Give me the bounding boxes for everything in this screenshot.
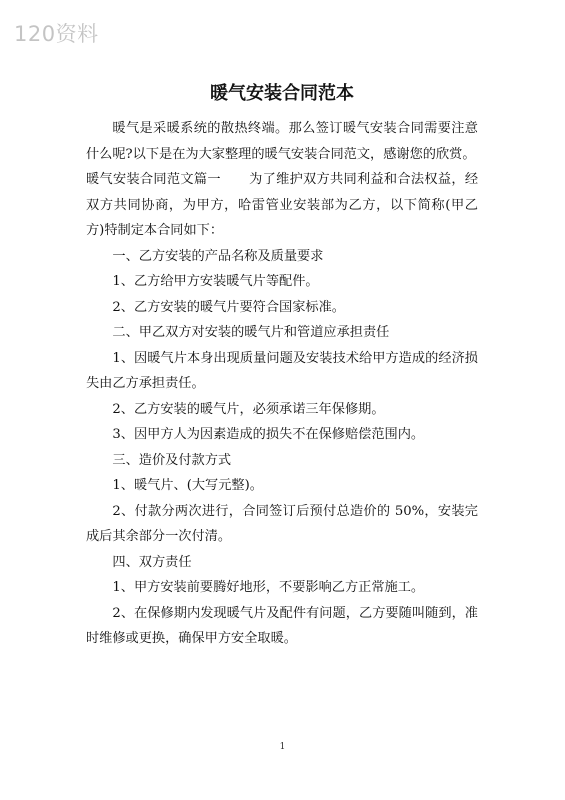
document-page — [86, 78, 478, 652]
page-number: 1 — [279, 742, 286, 752]
sample-paragraph — [86, 167, 478, 244]
section-item: 1、暖气片、(大写元整)。 — [112, 478, 263, 493]
section-item: 1、甲方安装前要腾好地形，不要影响乙方正常施工。 — [112, 580, 425, 595]
section-item: 2、乙方安装的暖气片，必须承诺三年保修期。 — [112, 401, 385, 417]
section-item: 2、乙方安装的暖气片要符合国家标准。 — [112, 299, 345, 315]
document-title: 暖气安装合同范本 — [210, 83, 354, 104]
section-item: 3、因甲方人为因素造成的损失不在保修赔偿范围内。 — [112, 427, 425, 442]
section-item: 2、付款分两次进行，合同签订后预付总造价的 50%，安装完成后其余部分一次付清。 — [86, 503, 478, 544]
sample-text: 为了维护双方共同利益和合法权益，经双方共同协商，为甲方，哈雷管业安装部为乙方，以下简称(甲乙方)特制定本合同如下： — [86, 172, 479, 238]
section-heading: 三、造价及付款方式 — [112, 452, 232, 468]
sample-label: 暖气安装合同范文篇一 — [86, 172, 221, 187]
intro-paragraph: 暖气是采暖系统的散热终端。那么签订暖气安装合同需要注意什么呢?以下是在为大家整理的暖气安装合同范文，感谢您的欣赏。 — [86, 121, 478, 162]
section-heading: 四、双方责任 — [112, 554, 192, 570]
section-heading: 一、乙方安装的产品名称及质量要求 — [112, 248, 324, 264]
section-item: 1、因暖气片本身出现质量问题及安装技术给甲方造成的经济损失由乙方承担责任。 — [86, 350, 478, 391]
section-item: 1、乙方给甲方安装暖气片等配件。 — [112, 274, 319, 289]
section-item: 2、在保修期内发现暖气片及配件有问题，乙方要随叫随到，准时维修或更换，确保甲方安全取暖。 — [86, 605, 478, 646]
watermark-logo: 120资料 — [14, 22, 99, 46]
section-heading: 二、甲乙双方对安装的暖气片和管道应承担责任 — [112, 325, 390, 340]
